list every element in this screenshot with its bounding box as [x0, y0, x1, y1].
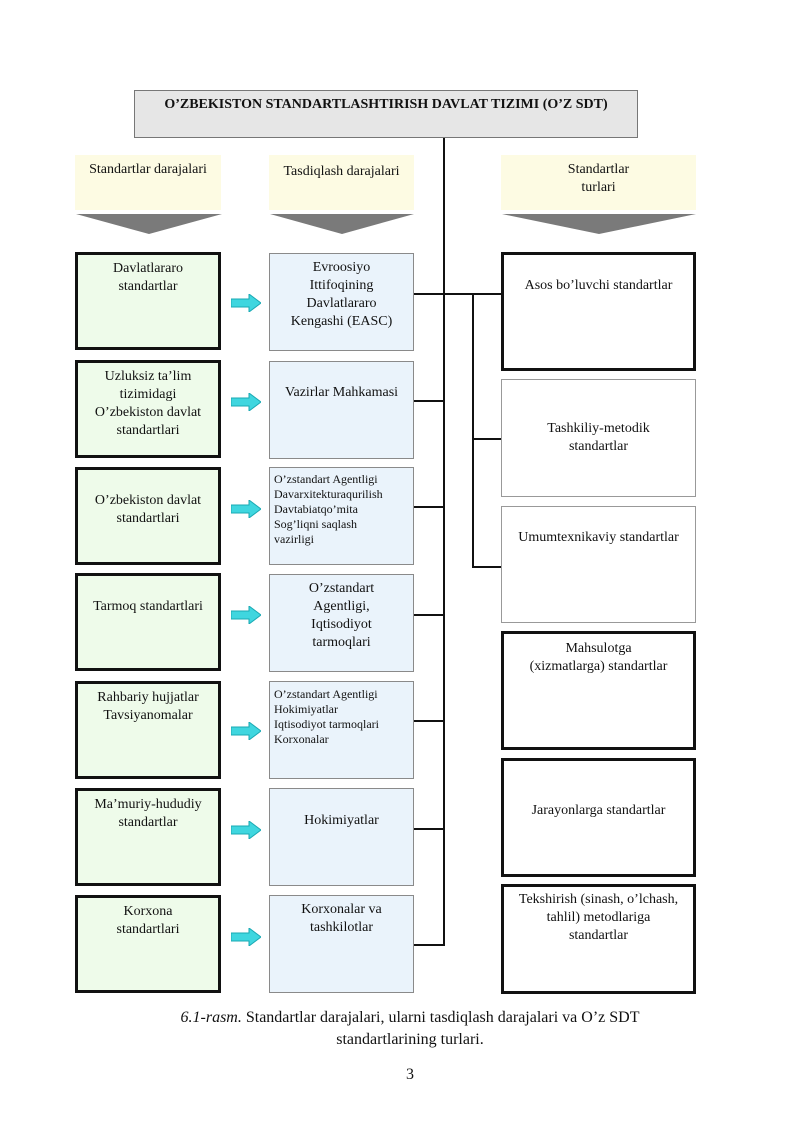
connector-vazirlar [414, 400, 444, 402]
connector-tashkiliy [472, 438, 501, 440]
header-approvals: Tasdiqlash darajalari [269, 155, 414, 210]
approval-box-ozstandart-korxonalar: O’zstandart Agentligi Hokimiyatlar Iqtisodiyot tarmoqlari Korxonalar [269, 681, 414, 779]
header-levels-pointer [76, 214, 222, 234]
header-types-pointer [502, 214, 696, 234]
type-box-mahsulot: Mahsulotga (xizmatlarga) standartlar [501, 631, 696, 750]
approval-box-korxonalar: Korxonalar va tashkilotlar [269, 895, 414, 993]
connector-korxonalar [414, 944, 444, 946]
arrow-right-icon [231, 928, 261, 946]
level-box-tarmoq: Tarmoq standartlari [75, 573, 221, 671]
arrow-right-icon [231, 722, 261, 740]
header-types: Standartlar turlari [501, 155, 696, 210]
type-box-tekshirish: Tekshirish (sinash, o’lchash, tahlil) metodlariga standartlar [501, 884, 696, 994]
level-box-davlatlararo: Davlatlararo standartlar [75, 252, 221, 350]
connector-hokimiyatlar [414, 828, 444, 830]
arrow-right-icon [231, 821, 261, 839]
connector-ozstandart-2 [414, 614, 444, 616]
arrow-right-icon [231, 294, 261, 312]
type-box-umumtexnikaviy: Umumtexnikaviy standartlar [501, 506, 696, 623]
level-box-uzluksiz-talim: Uzluksiz ta’lim tizimidagi O’zbekiston davlat standartlari [75, 360, 221, 458]
approval-box-hokimiyatlar: Hokimiyatlar [269, 788, 414, 886]
arrow-right-icon [231, 393, 261, 411]
level-box-mamuriy-hududiy: Ma’muriy-hududiy standartlar [75, 788, 221, 886]
types-branch-line [472, 294, 474, 567]
arrow-right-icon [231, 500, 261, 518]
main-trunk-line [443, 138, 445, 946]
type-box-tashkiliy: Tashkiliy-metodik standartlar [501, 379, 696, 497]
system-title: O’ZBEKISTON STANDARTLASHTIRISH DAVLAT TIZIMI (O’Z SDT) [134, 90, 638, 138]
connector-umumtexnikaviy [472, 566, 501, 568]
header-approvals-pointer [270, 214, 414, 234]
arrow-right-icon [231, 606, 261, 624]
caption-text: Standartlar darajalari, ularni tasdiqlash darajalari va O’z SDT standartlarining turlari. [241, 1009, 640, 1048]
header-levels: Standartlar darajalari [75, 155, 221, 210]
level-box-rahbariy: Rahbariy hujjatlar Tavsiyanomalar [75, 681, 221, 779]
figure-caption [150, 1007, 670, 1051]
connector-easc [414, 293, 501, 295]
level-box-ozbekiston-davlat: O’zbekiston davlat standartlari [75, 467, 221, 565]
connector-ozstandart-3 [414, 720, 444, 722]
approval-box-easc: Evroosiyo Ittifoqining Davlatlararo Kengashi (EASC) [269, 253, 414, 351]
type-box-asos: Asos bo’luvchi standartlar [501, 252, 696, 371]
page-number: 3 [406, 1066, 414, 1083]
caption-label: 6.1-rasm. [180, 1009, 242, 1026]
type-box-jarayon: Jarayonlarga standartlar [501, 758, 696, 877]
approval-box-ozstandart-tarmoq: O’zstandart Agentligi, Iqtisodiyot tarmoqlari [269, 574, 414, 672]
approval-box-vazirlar: Vazirlar Mahkamasi [269, 361, 414, 459]
approval-box-ozstandart-davarx: O’zstandart Agentligi Davarxitekturaqurilish Davtabiatqo’mita Sog’liqni saqlash vazirligi [269, 467, 414, 565]
level-box-korxona: Korxona standartlari [75, 895, 221, 993]
connector-ozstandart-1 [414, 506, 444, 508]
